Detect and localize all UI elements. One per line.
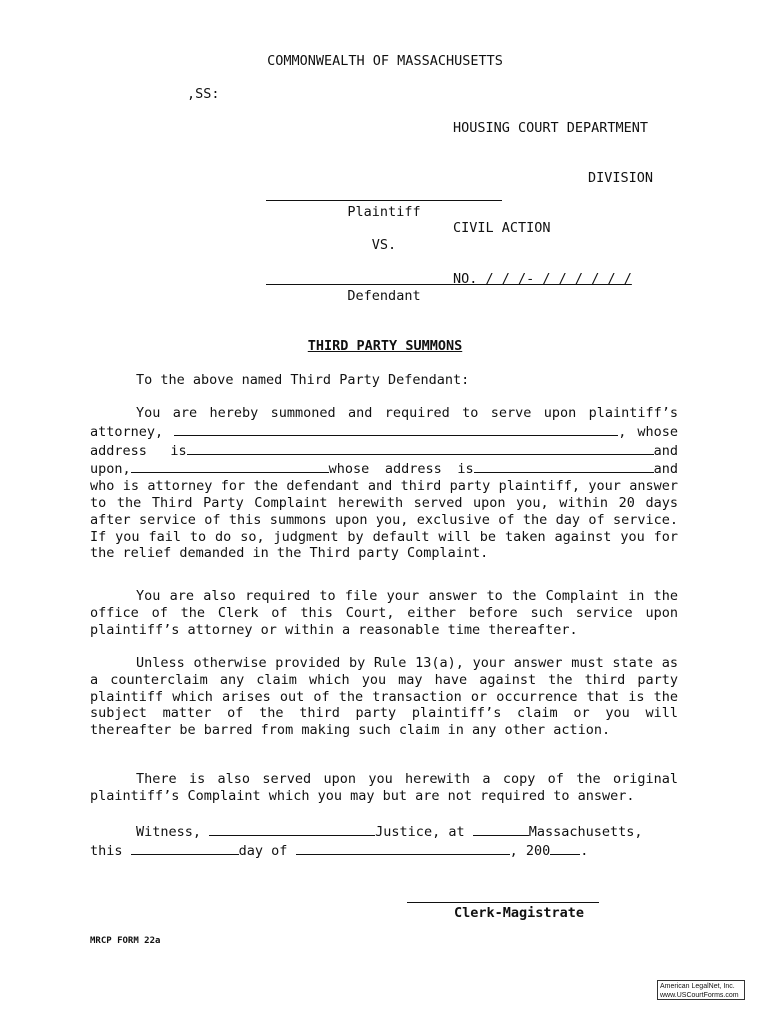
second-attorney-blank — [131, 459, 329, 473]
paragraph-4: There is also served upon you herewith a copy of the original plaintiff’s Complaint which you may but are not required to answer. — [90, 771, 678, 804]
witness-blank — [209, 822, 375, 836]
ss-label: ,SS: — [187, 86, 220, 102]
defendant-line — [266, 284, 502, 285]
paragraph-3: Unless otherwise provided by Rule 13(a), your answer must state as a counterclaim any claim which you may have against the third party plaintiff which arises out of the transaction or occurrence that is the subject matter of the third party plaintiff’s claim or you will thereafter be barred from making such claim in any other action. — [90, 655, 678, 739]
publisher-url: www.USCourtForms.com — [660, 992, 739, 999]
versus-label: VS. — [371, 237, 397, 253]
location-blank — [473, 822, 529, 836]
day-blank — [131, 841, 239, 855]
case-number-label: NO. — [453, 270, 478, 287]
court-block — [453, 86, 653, 304]
second-address-blank — [474, 459, 654, 473]
division-label: DIVISION — [588, 169, 654, 186]
month-blank — [296, 841, 510, 855]
document-title: COMMONWEALTH OF MASSACHUSETTS — [267, 53, 503, 69]
publisher-stamp — [657, 980, 745, 1000]
court-department: HOUSING COURT DEPARTMENT — [453, 119, 649, 136]
witness-paragraph: Witness, Justice, at Massachusetts, this day of , 200 . — [90, 824, 643, 859]
signature-line — [407, 902, 599, 903]
publisher-name: American LegalNet, Inc. — [660, 983, 735, 990]
clerk-magistrate-label: Clerk-Magistrate — [453, 905, 585, 921]
year-blank — [550, 841, 580, 855]
plaintiff-label: Plaintiff — [347, 204, 421, 220]
defendant-label: Defendant — [347, 288, 421, 304]
attorney-blank — [174, 422, 618, 436]
civil-action-label: CIVIL ACTION — [453, 220, 551, 237]
case-number-value: / / /- / / / / / / — [485, 270, 632, 287]
case-number — [453, 271, 653, 288]
summons-heading: THIRD PARTY SUMMONS — [307, 338, 463, 354]
address-blank — [187, 441, 654, 455]
paragraph-1: You are hereby summoned and required to serve upon plaintiff’s attorney, , whose address is and upon, whose address is and who is attorney for the defendant and third party plaintiff, your answer to the Third Party Complaint herewith served upon you, within 20 days after service of this summons upon you, exclusive of the day of service. If you fail to do so, judgment by default will be taken against you for the relief demanded in the Third party Complaint. — [90, 405, 678, 562]
form-number: MRCP FORM 22a — [90, 936, 161, 946]
plaintiff-line — [266, 200, 502, 201]
paragraph-2: You are also required to file your answer to the Complaint in the office of the Clerk of this Court, either before such service upon plaintiff’s attorney or within a reasonable time thereafter. — [90, 588, 678, 638]
greeting: To the above named Third Party Defendant: — [136, 372, 470, 388]
